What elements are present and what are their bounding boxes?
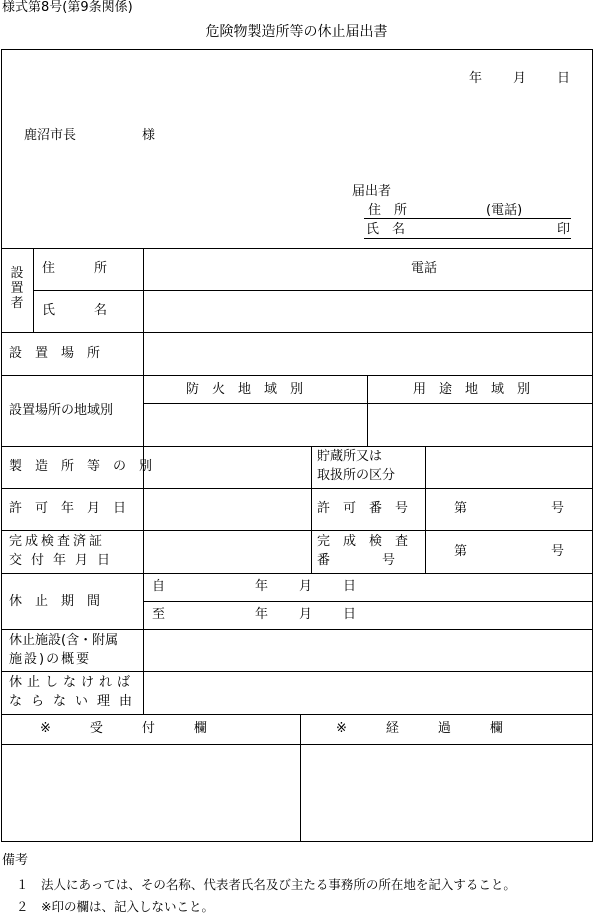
use-zone-field[interactable] xyxy=(368,404,592,446)
storage-class-field[interactable] xyxy=(426,447,592,488)
location-field[interactable] xyxy=(144,333,592,375)
suspension-period-label: 休 止 期 間 xyxy=(9,594,101,609)
permit-number-label: 許 可 番 号 xyxy=(317,501,409,516)
inspection-number-label-1: 完 成 検 査 xyxy=(317,534,409,549)
inspection-label-2: 交付年月日 xyxy=(9,553,120,568)
honorific-label: 様 xyxy=(142,128,156,143)
progress-label: ※ 経 過 欄 xyxy=(336,721,503,736)
suspension-from-day: 日 xyxy=(343,579,357,594)
suspension-from-label: 自 xyxy=(152,579,166,594)
location-label: 設 置 場 所 xyxy=(9,346,101,361)
installer-phone-label: 電話 xyxy=(411,261,438,276)
notifier-label: 届出者 xyxy=(352,184,392,199)
inspection-date-field[interactable] xyxy=(144,531,311,573)
date-day-label: 日 xyxy=(557,71,571,86)
installer-group-label: 設置者 xyxy=(10,266,24,311)
permit-date-label: 許 可 年 月 日 xyxy=(9,501,127,516)
notifier-phone-label: (電話) xyxy=(486,203,523,218)
seal-label: 印 xyxy=(557,222,571,237)
permit-go-label: 号 xyxy=(551,501,565,516)
date-year-label: 年 xyxy=(469,71,483,86)
reason-label-1: 休止しなければ xyxy=(9,675,136,690)
fire-zone-label: 防 火 地 域 別 xyxy=(186,382,304,397)
installer-name-label: 氏 名 xyxy=(42,303,108,318)
note-2: ２ ※印の欄は、記入しないこと。 xyxy=(16,899,214,914)
inspection-go-label: 号 xyxy=(551,544,565,559)
note-1: １ 法人にあっては、その名称、代表者氏名及び主たる事務所の所在地を記入すること。 xyxy=(16,877,516,892)
inspection-label-1: 完成検査済証 xyxy=(9,534,106,549)
outline-field[interactable] xyxy=(144,630,592,671)
date-month-label: 月 xyxy=(513,71,527,86)
permit-dai-label: 第 xyxy=(454,501,468,516)
area-label: 設置場所の地域別 xyxy=(9,403,114,418)
inspection-number-label-2: 番 号 xyxy=(317,553,396,568)
permit-date-field[interactable] xyxy=(144,489,311,530)
reception-label: ※ 受 付 欄 xyxy=(40,721,207,736)
inspection-dai-label: 第 xyxy=(454,544,468,559)
facility-type-field[interactable] xyxy=(144,447,311,488)
notes-title: 備考 xyxy=(2,853,29,868)
installer-address-label: 住 所 xyxy=(42,261,108,276)
reason-label-2: ならない理由 xyxy=(9,694,142,709)
outline-label-2: 施設)の概要 xyxy=(9,652,92,667)
suspension-to-month: 月 xyxy=(299,607,313,622)
installer-name-field[interactable] xyxy=(144,291,592,332)
notifier-name-label: 氏 名 xyxy=(366,222,406,237)
suspension-from-month: 月 xyxy=(299,579,313,594)
notifier-address-label: 住 所 xyxy=(368,203,408,218)
mayor-label: 鹿沼市長 xyxy=(24,128,77,143)
suspension-from-year: 年 xyxy=(255,579,269,594)
page-title: 危険物製造所等の休止届出書 xyxy=(205,24,388,40)
suspension-to-label: 至 xyxy=(152,607,166,622)
suspension-to-year: 年 xyxy=(255,607,269,622)
fire-zone-field[interactable] xyxy=(144,404,367,446)
storage-class-label-1: 貯蔵所又は xyxy=(317,449,383,464)
use-zone-label: 用 途 地 域 別 xyxy=(413,382,531,397)
storage-class-label-2: 取扱所の区分 xyxy=(317,468,396,483)
outline-label-1: 休止施設(含・附属 xyxy=(9,633,119,648)
suspension-to-day: 日 xyxy=(343,607,357,622)
reason-field[interactable] xyxy=(144,672,592,714)
facility-type-label: 製 造 所 等 の 別 xyxy=(9,459,153,474)
form-number: 様式第8号(第9条関係) xyxy=(2,0,133,15)
